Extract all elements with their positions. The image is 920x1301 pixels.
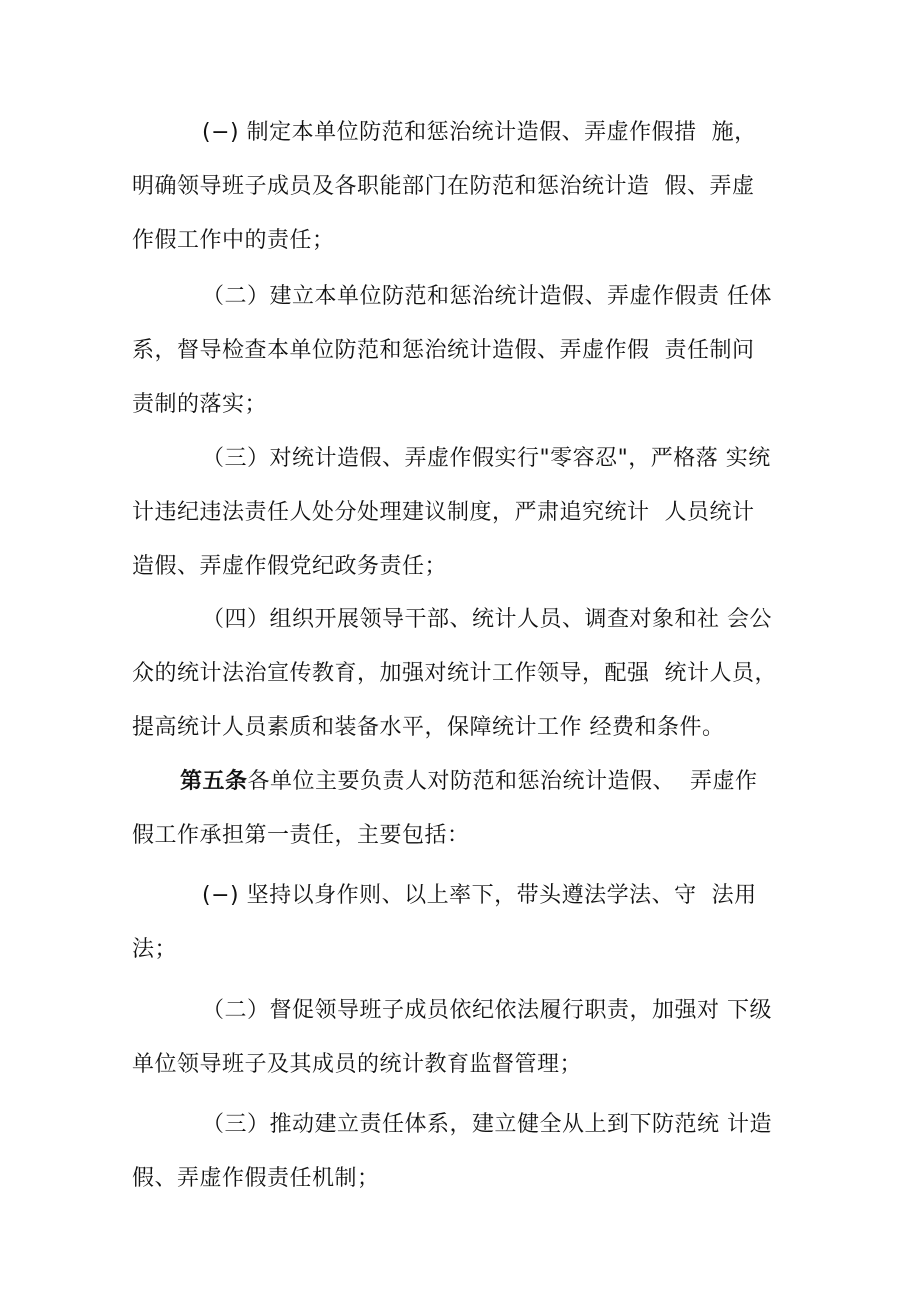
paragraph-line: （二）建立本单位防范和惩治统计造假、弄虚作假责 任体 — [202, 284, 772, 309]
paragraph-line: （三）对统计造假、弄虚作假实行"零容忍"，严格落 实统 — [202, 446, 771, 471]
paragraph-line: 明确领导班子成员及各职能部门在防范和惩治统计造 假、弄虚 — [132, 174, 755, 199]
duty-1-paragraph — [132, 869, 792, 977]
paragraph-line: 提高统计人员素质和装备水平，保障统计工作 经费和条件。 — [132, 715, 725, 740]
paragraph-line: 计违纪违法责任人处分处理建议制度，严肃追究统计 人员统计 — [132, 500, 755, 525]
paragraph-line: 法； — [132, 937, 178, 962]
clause-4-paragraph — [132, 593, 792, 755]
paragraph-line: （二）督促领导班子成员依纪依法履行职责，加强对 下级 — [202, 998, 772, 1023]
paragraph-line: （四）组织开展领导干部、统计人员、调查对象和社 会公 — [202, 607, 772, 632]
duty-2-paragraph — [132, 984, 792, 1092]
paragraph-line: 假、弄虚作假责任机制； — [132, 1166, 380, 1191]
clause-3-paragraph — [132, 432, 792, 594]
clause-1-paragraph — [132, 106, 792, 268]
paragraph-line: 责制的落实； — [132, 392, 268, 417]
paragraph-line: （三）推动建立责任体系，建立健全从上到下防范统 计造 — [202, 1112, 772, 1137]
paragraph-line: 作假工作中的责任； — [132, 228, 335, 253]
paragraph-line: 众的统计法治宣传教育，加强对统计工作领导，配强 统计人员， — [132, 661, 777, 686]
paragraph-line: 系，督导检查本单位防范和惩治统计造假、弄虚作假 责任制问 — [132, 338, 755, 363]
article-5-paragraph — [132, 755, 792, 863]
article-label: 第五条 — [180, 769, 248, 794]
paragraph-line: 单位领导班子及其成员的统计教育监督管理； — [132, 1052, 583, 1077]
paragraph-line: (−) 坚持以身作则、以上率下，带头遵法学法、守 法用 — [202, 883, 757, 908]
paragraph-line — [132, 755, 792, 809]
paragraph-line: 假工作承担第一责任，主要包括： — [132, 823, 470, 848]
duty-3-paragraph — [132, 1098, 792, 1206]
article-text: 各单位主要负责人对防范和惩治统计造假、 弄虚作 — [247, 769, 758, 794]
paragraph-line: (−) 制定本单位防范和惩治统计造假、弄虚作假措 施， — [202, 120, 757, 145]
clause-2-paragraph — [132, 270, 792, 432]
paragraph-line: 造假、弄虚作假党纪政务责任； — [132, 554, 448, 579]
